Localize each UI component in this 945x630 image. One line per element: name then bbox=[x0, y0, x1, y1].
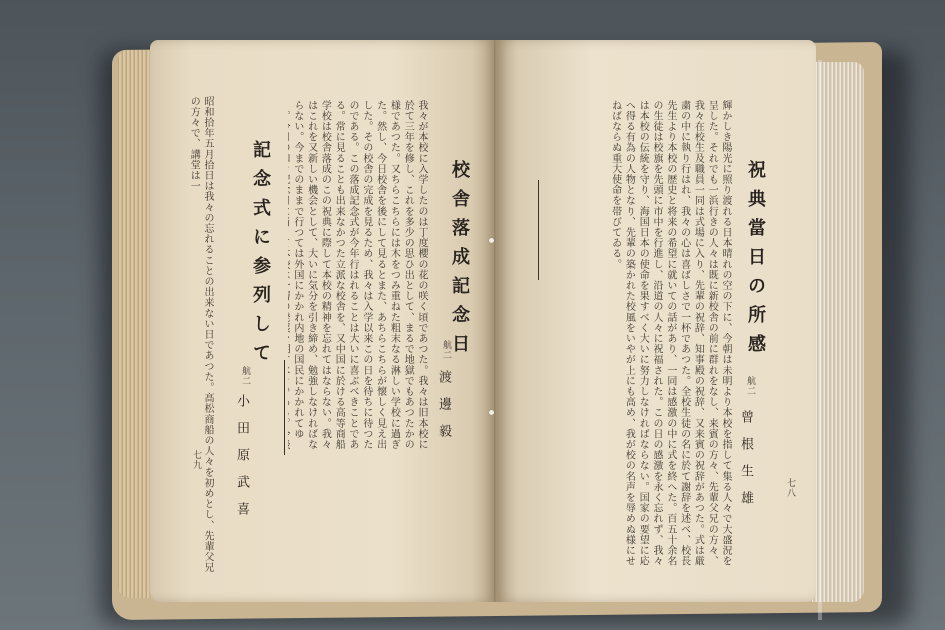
right-section-title: 祝典當日の所感 bbox=[745, 160, 766, 363]
right-section-author-prefix: 航二 bbox=[745, 376, 755, 396]
right-page bbox=[496, 40, 816, 602]
section-2-title: 記念式に参列して bbox=[250, 140, 271, 372]
right-section-body: 輝かしき陽光に照り渡れる日本晴れの空の下に、今朝は未明より本校を指して集る人々で大盛況を呈した。それでも一浜行きの人々は既に新校舎の前に群れをなし、来賓の方々、先輩父兄の方々、我々在校生及職員一同は式場に入り、先輩の祝辞、知事殿の祝辞、又来賓の祝辞があつた。式は厳粛の中に執り行はれ、我々の心は喜ばしさで一杯であつた。全校生徒の名に於て謝辞を述べ、校長先生より本校の歴史と将来の希望に就いての話があり、一同は感激の中に式を終へた。百五十余名の生徒は校旗を先頭に市中を行進し、沿道の人々に祝福された。この日の感激を永く忘れず、我々は本校の伝統を守り、海国日本の使命を果すべく大いに努力しなければならない。国家の要望に応へ得る有為の人物となり、先輩の築かれた校風をいやが上にも高め、我が校の名声を辱めぬ様にせねばならぬ重大使命を帯びてゐる。 bbox=[609, 100, 731, 567]
section-2-author-name: 小田原武喜 bbox=[234, 394, 249, 529]
left-page bbox=[150, 40, 496, 602]
binding-stitch bbox=[489, 238, 494, 243]
page-number-left: 七九 bbox=[191, 450, 201, 470]
section-1-body: 我々が本校に入学したのは丁度櫻の花の咲く頃であつた。我々は旧本校に於て三年を修し、これを多少の思ひ出として、まるで地獄でもあつたかの様であつた。又ちらこちらには木をつみ重ねた粗末なる淋しい学校に過ぎた。然し、今日校舎を後にして見るとまた、あちらこちらが懐しく見え出した。その校舎の完成を見るため、我々は入学以来この日を待ちに待つたのである。この落成記念式が今年行はれることは大いに喜ぶべきことである。常に見ることも出来なかつた立派な校舎を、又中国に於ける高等商船学校は校舎落成のこの祝典に際して本校の精神を忘れてはならない。我々はこれを又新しい機会として、大いに気分を引き締め、勉強しなければならない。今までのままで行つては外国にかかれ内地の国民にかかれてゆ bbox=[291, 100, 427, 450]
binding-stitch bbox=[489, 410, 494, 415]
right-section-author-name: 曾根生雄 bbox=[738, 410, 753, 518]
section-divider-right bbox=[538, 180, 539, 280]
section-divider bbox=[284, 360, 285, 455]
section-1-title: 校舎落成記念日 bbox=[449, 160, 470, 363]
page-number-right: 七八 bbox=[785, 478, 795, 498]
section-2-body: 昭和拾年五月拾日は我々の忘れることの出来ない日であつた。高松商船の人々を初めとし、先輩父兄の方々で、講堂は一 bbox=[188, 96, 213, 573]
section-1-author-name: 渡邊毅 bbox=[436, 370, 451, 451]
book-spine bbox=[494, 40, 497, 602]
glass-reflection bbox=[818, 60, 822, 620]
section-2-author-prefix: 航二 bbox=[240, 366, 250, 386]
section-1-author-prefix: 航二 bbox=[441, 340, 451, 360]
